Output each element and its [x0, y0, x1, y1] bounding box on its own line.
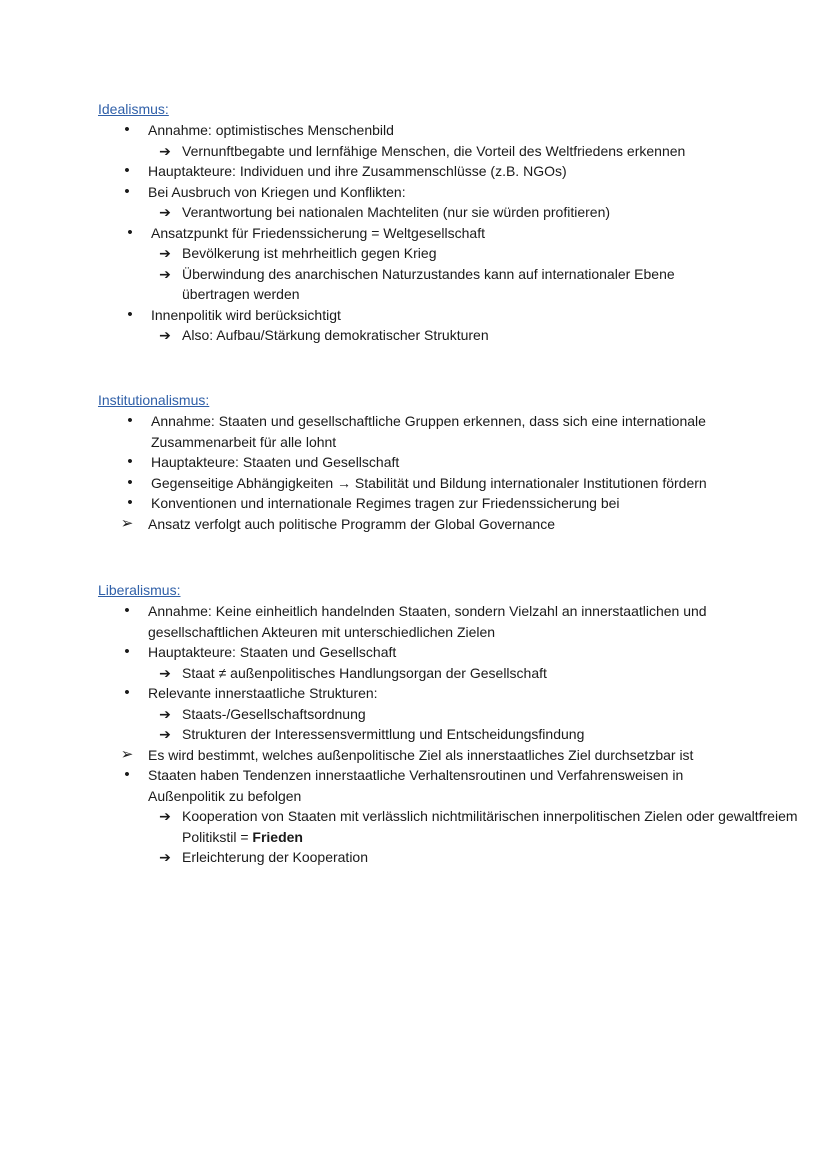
section-institutionalismus	[98, 390, 738, 534]
list-item-text: Ansatzpunkt für Friedenssicherung = Weltgesellschaft	[151, 224, 485, 241]
arrow-right-icon: ➔	[159, 204, 171, 220]
list-item	[98, 161, 738, 182]
list-item-text: Hauptakteure: Staaten und Gesellschaft	[148, 644, 397, 660]
list-item	[98, 514, 738, 535]
bullet-dot-icon: •	[124, 684, 130, 701]
list-item	[98, 141, 738, 162]
list-item-text-part: Kooperation von Staaten mit verlässlich nichtmilitärischen innerpolitischen Zielen oder gewaltfreiem Politikstil =	[182, 808, 798, 845]
list-item-text: Es wird bestimmt, welches außenpolitische Ziel als innerstaatliches Ziel durchsetzbar ist	[148, 746, 694, 763]
bullet-dot-icon: •	[127, 473, 133, 491]
list-item-text: Staats-/Gesellschaftsordnung	[182, 705, 366, 722]
arrow-right-icon: ➔	[159, 849, 171, 865]
arrow-right-icon: ➔	[159, 726, 171, 742]
bullet-dot-icon: •	[124, 162, 130, 179]
list-item	[98, 704, 738, 725]
list-item-text: Erleichterung der Kooperation	[182, 849, 369, 865]
bullet-dot-icon: •	[127, 223, 133, 241]
list-item	[98, 493, 738, 514]
arrow-right-icon: ➔	[159, 142, 171, 159]
list-item-text: Strukturen der Interessensvermittlung und Entscheidungsfindung	[182, 726, 585, 742]
list-item	[98, 683, 738, 704]
arrow-right-icon: ➔	[159, 327, 171, 343]
emphasis-text: Frieden	[252, 828, 303, 845]
bullet-dot-icon: •	[124, 643, 130, 660]
arrow-right-icon: ➔	[159, 664, 171, 681]
arrowhead-bullet-icon: ➢	[120, 745, 134, 763]
section-heading: Idealismus:	[98, 101, 169, 117]
list-item-text: Gegenseitige Abhängigkeiten → Stabilität und Bildung internationaler Institutionen fördern	[151, 474, 707, 491]
list-item	[98, 806, 822, 847]
arrow-right-icon: ➔	[159, 705, 171, 722]
list-item-text: Annahme: Staaten und gesellschaftliche Gruppen erkennen, dass sich eine internationale Zusammenarbeit für alle lohnt	[151, 413, 706, 450]
arrow-right-icon: ➔	[159, 808, 171, 824]
bullet-dot-icon: •	[127, 494, 133, 511]
list-item	[98, 120, 738, 141]
list-item	[98, 411, 711, 452]
list-item	[98, 264, 702, 305]
list-item-text: Bei Ausbruch von Kriegen und Konflikten:	[148, 183, 406, 200]
list-item	[98, 325, 738, 346]
list-item-text: Vernunftbegabte und lernfähige Menschen, die Vorteil des Weltfriedens erkennen	[182, 142, 686, 159]
list-item-text: Staaten haben Tendenzen innerstaatliche Verhaltensroutinen und Verfahrensweisen in Außenpolitik zu befolgen	[148, 767, 684, 804]
list-item-text: Bevölkerung ist mehrheitlich gegen Krieg	[182, 245, 437, 261]
list-item	[98, 601, 748, 642]
bullet-dot-icon: •	[124, 766, 130, 783]
list-item-text: Hauptakteure: Individuen und ihre Zusammenschlüsse (z.B. NGOs)	[148, 163, 567, 179]
list-item	[98, 243, 738, 264]
list-item-text: Staat ≠ außenpolitisches Handlungsorgan der Gesellschaft	[182, 664, 547, 681]
list-item	[98, 452, 738, 473]
section-heading: Institutionalismus:	[98, 392, 210, 408]
list-item	[98, 745, 738, 766]
list-item-text: Überwindung des anarchischen Naturzustandes kann auf internationaler Ebene übertragen werden	[182, 265, 675, 302]
list-item-text	[182, 808, 798, 845]
list-item-text: Annahme: Keine einheitlich handelnden Staaten, sondern Vielzahl an innerstaatlichen und gesellschaftlichen Akteuren mit unterschiedlichen Zielen	[148, 603, 707, 640]
list-item	[98, 473, 738, 494]
list-item	[98, 202, 738, 223]
list-item	[98, 642, 738, 663]
bullet-dot-icon: •	[127, 305, 133, 323]
bullet-dot-icon: •	[124, 182, 130, 200]
bullet-dot-icon: •	[124, 121, 130, 138]
list-item-text: Verantwortung bei nationalen Machteliten (nur sie würden profitieren)	[182, 204, 611, 220]
list-item	[98, 663, 738, 684]
arrow-right-icon: ➔	[159, 245, 171, 261]
list-item-text: Relevante innerstaatliche Strukturen:	[148, 685, 378, 701]
section-heading: Liberalismus:	[98, 582, 181, 598]
list-item-text: Konventionen und internationale Regimes tragen zur Friedenssicherung bei	[151, 495, 620, 511]
list-item-text: Also: Aufbau/Stärkung demokratischer Strukturen	[182, 327, 489, 343]
list-item-text: Ansatz verfolgt auch politische Programm der Global Governance	[148, 515, 555, 532]
list-item	[98, 223, 738, 244]
arrowhead-bullet-icon: ➢	[120, 514, 134, 532]
list-item	[98, 724, 738, 745]
list-item-text: Annahme: optimistisches Menschenbild	[148, 122, 394, 138]
list-item	[98, 765, 748, 806]
bullet-dot-icon: •	[124, 602, 130, 619]
bullet-dot-icon: •	[127, 453, 133, 470]
list-item	[98, 305, 738, 326]
list-item-text: Hauptakteure: Staaten und Gesellschaft	[151, 454, 400, 470]
list-item	[98, 182, 738, 203]
list-item	[98, 847, 738, 868]
list-item-text: Innenpolitik wird berücksichtigt	[151, 306, 341, 323]
section-idealismus	[98, 99, 738, 346]
section-liberalismus	[98, 580, 798, 868]
bullet-dot-icon: •	[127, 412, 133, 429]
arrow-right-icon: ➔	[159, 265, 171, 282]
